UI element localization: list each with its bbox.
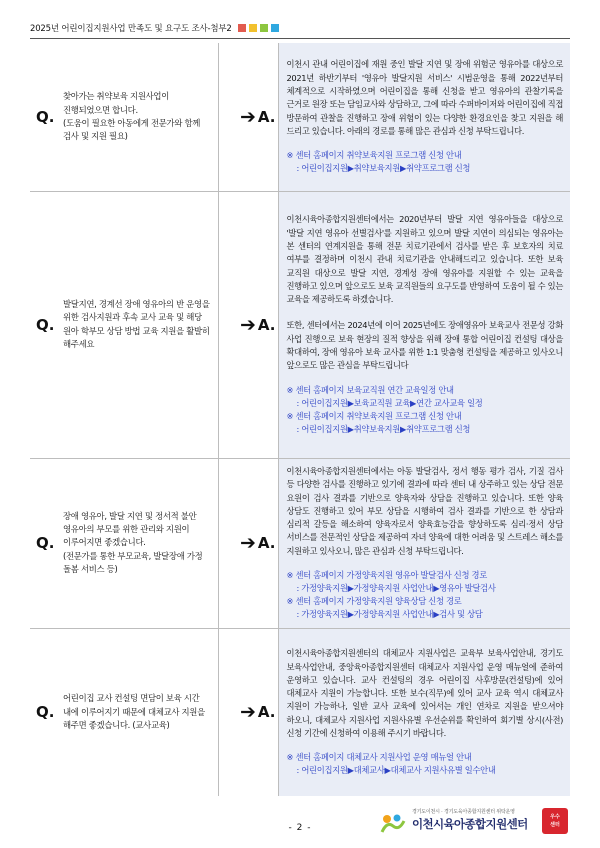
question-line: 발달지연, 경계선 장애 영유아의 반 운영을 위한 검사지원과 후속 교사 교육 및 해당 원아 학부모 상담 방법 교육 지원을 활발히 해주세요 xyxy=(63,299,210,349)
question-marker: Q. xyxy=(36,703,55,722)
answer-marker-cell xyxy=(218,43,278,191)
question-line: (전문가를 통한 부모교육, 발달장애 가정 돌봄 서비스 등) xyxy=(63,550,203,574)
logo-caption: 경기도이천시 · 경기도육아종합지원센터 위탁운영 xyxy=(412,809,515,815)
answer-marker-cell xyxy=(218,191,278,458)
qa-table xyxy=(30,43,570,796)
answer-marker: A. xyxy=(257,534,276,552)
color-square-red-icon xyxy=(238,24,246,32)
homepage-guide xyxy=(287,569,564,621)
answer-marker: A. xyxy=(257,703,276,722)
question-text xyxy=(63,692,212,732)
question-text xyxy=(63,510,212,576)
guide-heading: ※ 센터 홈페이지 취약보육지원 프로그램 신청 안내 xyxy=(286,410,462,421)
guide-path: : 가정양육지원▶가정양육지원 사업안내▶검사 및 상담 xyxy=(296,609,483,620)
question-line: 장애 영유아, 발달 지연 및 정서적 불안 영유아의 부모를 위한 관리와 지원이 이루어지면 좋겠습니다. xyxy=(63,510,197,548)
color-square-green-icon xyxy=(260,24,268,32)
answer-paragraph: 이천시육아종합지원센터의 대체교사 지원사업은 교육부 보육사업안내, 경기도 보육사업안내, 중앙육아종합지원센터 대체교사 지원사업 운영 매뉴얼에 준하여 운영하고 있습니다. 교사 컨설팅의 경우 어린이집 사후방문(컨설팅)에 있어 대체교사 지원이 가능합니다. 또한 보수(직무)에 있어 교사 교육 역시 대체교사 지원이 가능하나, 일반 교사 교육에 있어서는 개인 연차로 지원을 받으셔야 하오니, 대체교사 지원사업 지원사유별 우선순위를 확인하여 회기별 상시(사전)신청 기간에 신청하여 이용해 주시기 바랍니다. xyxy=(286,648,563,738)
document-header xyxy=(30,21,570,35)
answer-cell xyxy=(278,43,570,191)
answer-cell xyxy=(278,628,570,796)
arrow-right-icon: ➔ xyxy=(240,701,256,724)
answer-paragraph: 이천시 관내 어린이집에 재원 중인 발달 지연 및 장애 위험군 영유아를 대상으로 2021년 하반기부터 '영유아 발달지원 서비스' 시범운영을 통해 2022년부터 체계적으로 시작하였으며 어린이집을 통해 신청을 받고 영유아의 관찰기록을 근거로 원장 또는 담임교사와 상담하고, 그에 따라 수퍼바이저와 어린이집에 직접 방문하여 관찰을 진행하고 장애 위험이 있는 다양한 환경요인을 찾고 지원을 해 드리고 있습니다. 아래의 경로를 통해 많은 관심과 신청 부탁드립니다. xyxy=(286,59,563,136)
homepage-guide xyxy=(287,149,564,175)
question-cell xyxy=(30,628,218,796)
answer-paragraph: 이천시육아종합지원센터에서는 2020년부터 발달 지연 영유아들을 대상으로 '발달 지연 영유아 선별검사'를 지원하고 있으며 발달 지연이 의심되는 영유아는 본 센터의 연계지원을 통해 전문 치료기관에서 검사를 받은 후 보호자의 치료 여부를 결정하며 이천시 관내 치료기관을 안내해드리고 있습니다. 또한 보육 교직원 대상으로 발달 지연, 경계성 장애 영유아를 지원할 수 있는 교육을 진행하고 있으며 앞으로도 보육 교직원들의 요구도를 반영하여 도움이 될 수 있는 교육을 제공하도록 하겠습니다. xyxy=(286,214,563,305)
guide-path: : 어린이집지원▶취약보육지원▶취약프로그램 신청 xyxy=(296,163,471,174)
guide-path: : 어린이집지원▶취약보육지원▶취약프로그램 신청 xyxy=(296,423,471,434)
question-cell xyxy=(30,43,218,191)
arrow-right-icon: ➔ xyxy=(240,105,256,128)
question-line: 어린이집 교사 컨설팅 면담이 보육 시간 내에 이루어지기 때문에 대체교사 지원을 해주면 좋겠습니다. (교사교육) xyxy=(63,693,205,730)
question-marker: Q. xyxy=(36,107,55,126)
question-marker: Q. xyxy=(36,534,55,552)
guide-heading: ※ 센터 홈페이지 보육교직원 연간 교육일정 안내 xyxy=(286,384,454,395)
question-marker: Q. xyxy=(36,315,55,334)
header-divider xyxy=(30,38,570,39)
answer-marker-cell xyxy=(218,458,278,628)
qa-row xyxy=(30,628,570,796)
guide-heading: ※ 센터 홈페이지 가정양육지원 양육상담 신청 경로 xyxy=(286,596,462,607)
color-square-blue-icon xyxy=(271,24,279,32)
answer-marker: A. xyxy=(257,107,276,126)
guide-path: : 어린이집지원▶보육교직원 교육▶연간 교사교육 일정 xyxy=(296,397,483,408)
answer-cell xyxy=(278,191,570,458)
qa-row xyxy=(30,458,570,628)
center-logo xyxy=(380,806,570,836)
award-badge xyxy=(542,808,568,834)
qa-row xyxy=(30,43,570,191)
question-line: 찾아가는 취약보육 지원사업이 진행되었으면 합니다. xyxy=(63,91,169,115)
answer-paragraph: 또한, 센터에서는 2024년에 이어 2025년에도 장애영유아 보육교사 전문성 강화 사업 진행으로 보육 현장의 질적 향상을 위해 장애 통합 어린이집 컨설팅 대상을 확대하여, 장애 영유아 보육 교사를 위한 1:1 맞춤형 컨설팅을 제공하고 있사오니 앞으로도 많은 관심을 부탁드립니다 xyxy=(286,320,563,371)
answer-cell xyxy=(278,458,570,628)
page-number: - 2 - xyxy=(288,823,312,833)
badge-line: 센터 xyxy=(550,822,560,828)
color-square-yellow-icon xyxy=(249,24,257,32)
document-title: 2025년 어린이집지원사업 만족도 및 요구도 조사-첨부2 xyxy=(30,24,232,34)
answer-marker-cell xyxy=(218,628,278,796)
homepage-guide xyxy=(287,384,564,436)
question-cell xyxy=(30,458,218,628)
answer-marker: A. xyxy=(257,315,276,334)
question-text xyxy=(63,298,212,351)
badge-line: 우수 xyxy=(550,814,560,820)
arrow-right-icon: ➔ xyxy=(240,532,256,554)
guide-heading: ※ 센터 홈페이지 가정양육지원 영유아 발달검사 신청 경로 xyxy=(286,570,487,581)
question-text xyxy=(63,90,212,143)
guide-path: : 가정양육지원▶가정양육지원 사업안내▶영유아 발달검사 xyxy=(296,583,496,594)
logo-mark-icon xyxy=(380,812,406,834)
guide-path: : 어린이집지원▶대체교사▶대체교사 지원사유별 일수안내 xyxy=(296,765,496,776)
arrow-right-icon: ➔ xyxy=(240,313,256,336)
qa-row xyxy=(30,191,570,458)
guide-heading: ※ 센터 홈페이지 대체교사 지원사업 운영 매뉴얼 안내 xyxy=(286,752,472,763)
guide-heading: ※ 센터 홈페이지 취약보육지원 프로그램 신청 안내 xyxy=(286,150,462,161)
question-line: (도움이 필요한 아동에게 전문가와 함께 검사 및 지원 필요) xyxy=(63,117,201,141)
logo-name: 이천시육아종합지원센터 xyxy=(412,817,528,831)
question-cell xyxy=(30,191,218,458)
answer-paragraph: 이천시육아종합지원센터에서는 아동 발달검사, 정서 행동 평가 검사, 기질 검사 등 다양한 검사를 진행하고 있기에 결과에 따라 센터 내 상주하고 있는 상담 전문 요원이 검사 결과를 기반으로 양육자와 상담을 진행하고 있습니다. 또한 양육 상담도 진행하고 있어 부모 상담을 시행하여 검사 결과를 기반으로 한 상담과 심리적 갈등을 해소하여 양육자로서 양육효능감을 향상하도록 심리·정서 상담 서비스를 전문적인 상담을 제공하여 자녀 양육에 대한 어려움 및 스트레스 해소를 지원하고 있사오니, 많은 관심과 신청 부탁드립니다. xyxy=(286,465,563,556)
homepage-guide xyxy=(287,751,564,777)
